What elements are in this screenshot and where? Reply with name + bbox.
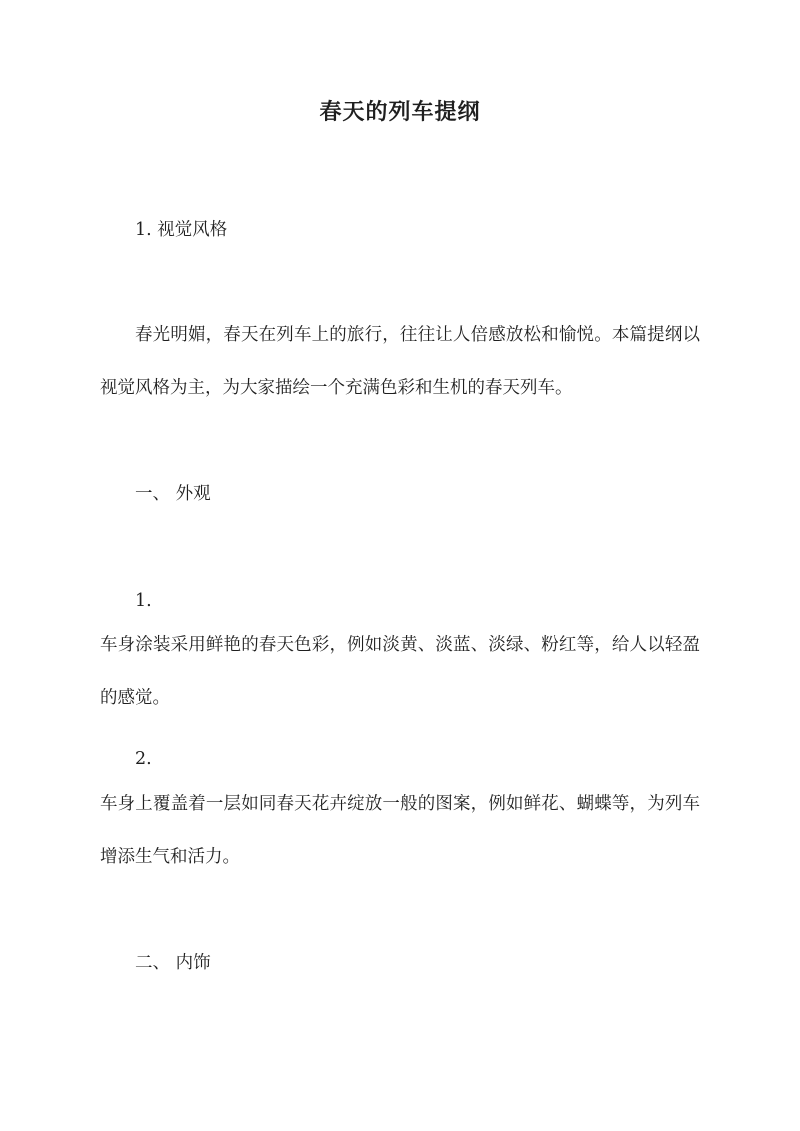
- intro-paragraph: 春光明媚，春天在列车上的旅行，往往让人倍感放松和愉悦。本篇提纲以视觉风格为主，为大家描绘一个充满色彩和生机的春天列车。: [100, 325, 700, 398]
- heading-interior: 二、 内饰: [135, 953, 211, 973]
- item-2-number: 2.: [135, 749, 152, 769]
- heading-exterior: 一、 外观: [135, 484, 211, 504]
- document-title: 春天的列车提纲: [319, 99, 481, 125]
- item-1-number: 1.: [135, 591, 152, 611]
- item-1-text: 车身涂装采用鲜艳的春天色彩，例如淡黄、淡蓝、淡绿、粉红等，给人以轻盈的感觉。: [100, 635, 700, 708]
- section-label: 1. 视觉风格: [135, 220, 228, 240]
- item-2-text: 车身上覆盖着一层如同春天花卉绽放一般的图案，例如鲜花、蝴蝶等，为列车增添生气和活力。: [100, 794, 700, 867]
